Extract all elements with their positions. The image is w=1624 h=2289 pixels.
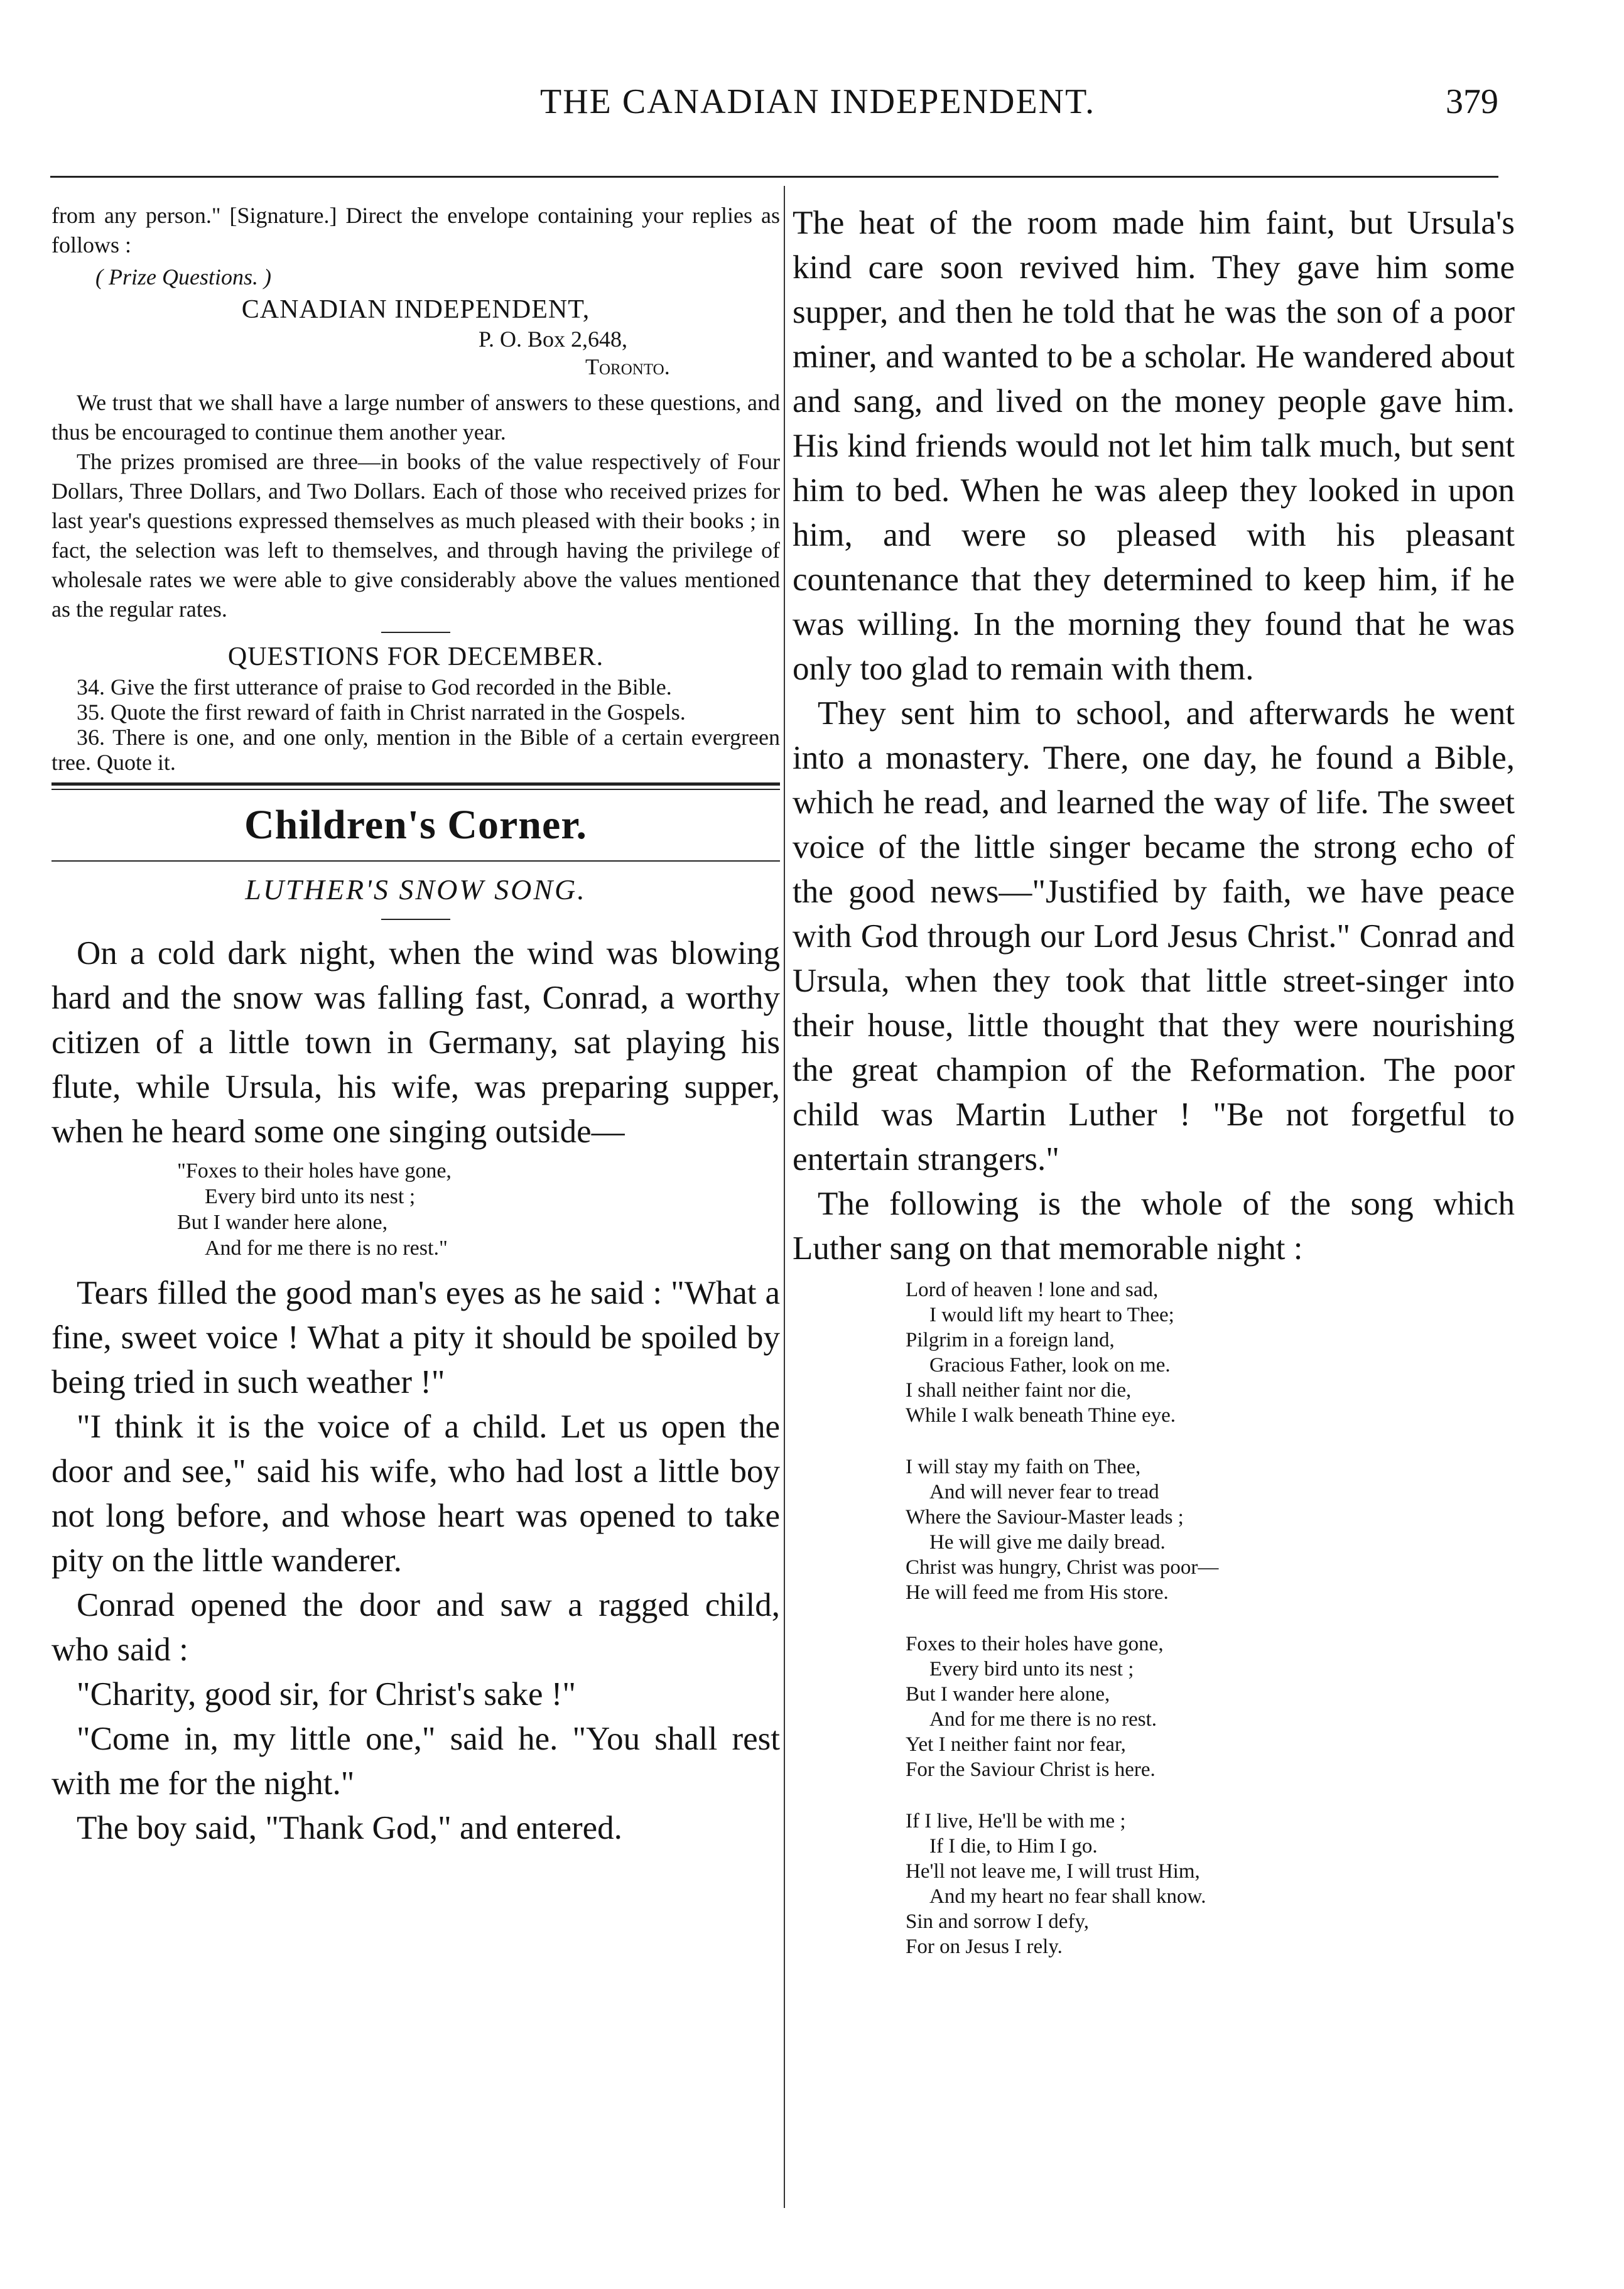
song-line: I shall neither faint nor die, bbox=[906, 1379, 1132, 1402]
song-stanza bbox=[906, 1632, 1515, 1782]
story-paragraph: The heat of the room made him faint, but Ursula's kind care soon revived him. They gave him some supper, and then he told that he was the son of a poor miner, and wanted to be a scholar. He wandered about and sang, and lived on the money people gave him. His kind friends would not let him talk much, but sent him to bed. When he was aleep they looked in upon him, and were so pleased with his pleasant countenance that they determined to keep him, if he was willing. In the morning they found that he was only too glad to remain with them. bbox=[793, 205, 1515, 687]
song-line: I would lift my heart to Thee; bbox=[929, 1304, 1174, 1326]
stanza-gap bbox=[906, 1428, 1515, 1454]
running-header bbox=[50, 74, 1498, 124]
story-body-continued bbox=[51, 1271, 780, 1851]
song-line: For the Saviour Christ is here. bbox=[906, 1758, 1156, 1781]
story-title: LUTHER'S SNOW SONG. bbox=[245, 874, 587, 906]
prize-paragraphs bbox=[51, 388, 780, 624]
verse-line: But I wander here alone, bbox=[177, 1211, 388, 1234]
question-item: 34. Give the first utterance of praise to God recorded in the Bible. bbox=[77, 674, 672, 700]
story-paragraph: "I think it is the voice of a child. Let us open the door and see," said his wife, who had lost a little boy not long before, and whose heart was opened to take pity on the little wanderer. bbox=[51, 1409, 780, 1579]
song-line: For on Jesus I rely. bbox=[906, 1935, 1063, 1958]
questions-heading: QUESTIONS FOR DECEMBER. bbox=[227, 642, 604, 671]
address-city: Toronto. bbox=[585, 354, 670, 379]
song-line: Christ was hungry, Christ was poor— bbox=[906, 1556, 1219, 1579]
song-line: He will feed me from His store. bbox=[906, 1581, 1169, 1604]
story-paragraph: Conrad opened the door and saw a ragged child, who said : bbox=[51, 1587, 780, 1668]
page-number: 379 bbox=[1446, 82, 1498, 121]
song-line: If I die, to Him I go. bbox=[929, 1835, 1098, 1858]
song-line: But I wander here alone, bbox=[906, 1683, 1110, 1706]
song-line: Pilgrim in a foreign land, bbox=[906, 1329, 1115, 1351]
song-line: While I walk beneath Thine eye. bbox=[906, 1404, 1176, 1427]
story-paragraph: On a cold dark night, when the wind was blowing hard and the snow was falling fast, Conrad, a worthy citizen of a little town in Germany, sat playing his flute, while Ursula, his wife, was preparing supper, when he heard some one singing outside— bbox=[51, 935, 780, 1150]
verse-line: And for me there is no rest." bbox=[205, 1236, 448, 1260]
story-paragraph: "Come in, my little one," said he. "You shall rest with me for the night." bbox=[51, 1721, 780, 1802]
story-paragraph: The following is the whole of the song which Luther sang on that memorable night : bbox=[793, 1186, 1515, 1267]
trust-paragraph: We trust that we shall have a large number of answers to these questions, and thus be encouraged to continue them another year. bbox=[51, 390, 780, 445]
song-line: Lord of heaven ! lone and sad, bbox=[906, 1279, 1159, 1301]
short-rule bbox=[381, 632, 450, 633]
story-continuation bbox=[793, 201, 1515, 1271]
story-paragraph: "Charity, good sir, for Christ's sake !" bbox=[77, 1676, 577, 1713]
thin-rule bbox=[51, 860, 780, 862]
song-line: Foxes to their holes have gone, bbox=[906, 1633, 1164, 1655]
song-stanza bbox=[906, 1454, 1515, 1605]
story-paragraph: They sent him to school, and afterwards he went into a monastery. There, one day, he found a Bible, which he read, and learned the way of life. The sweet voice of the little singer became the strong echo of the good news—"Justified by faith, we have peace with God through our Lord Jesus Christ." Conrad and Ursula, when they took that little street-singer into their house, little thought that they were nourishing the great champion of the Reformation. The poor child was Martin Luther ! "Be not forgetful to entertain strangers." bbox=[793, 695, 1515, 1177]
right-column bbox=[793, 201, 1515, 1959]
song-line: Gracious Father, look on me. bbox=[929, 1354, 1171, 1377]
song-line: Yet I neither faint nor fear, bbox=[906, 1733, 1126, 1756]
prize-notice bbox=[51, 201, 780, 260]
running-title: THE CANADIAN INDEPENDENT. bbox=[540, 82, 1096, 121]
address-box: P. O. Box 2,648, bbox=[479, 327, 628, 352]
short-rule bbox=[381, 919, 450, 920]
verse-line: Every bird unto its nest ; bbox=[205, 1185, 416, 1208]
prizes-paragraph: The prizes promised are three—in books of the value respectively of Four Dollars, Three Dollars, and Two Dollars. Each of those who received prizes for last year's questions expressed themselves as much pleased with their books ; in fact, the selection was left to themselves, and through having the privilege of wholesale rates we were able to give considerably above the values mentioned as the regular rates. bbox=[51, 449, 780, 622]
question-item: 35. Quote the first reward of faith in Christ narrated in the Gospels. bbox=[77, 700, 686, 725]
song-line: Where the Saviour-Master leads ; bbox=[906, 1506, 1184, 1529]
song-stanza bbox=[906, 1809, 1515, 1959]
stanza-gap bbox=[906, 1782, 1515, 1809]
left-column bbox=[51, 201, 780, 1851]
story-paragraph: The boy said, "Thank God," and entered. bbox=[77, 1810, 622, 1846]
song-line: I will stay my faith on Thee, bbox=[906, 1456, 1141, 1478]
header-rule bbox=[50, 176, 1498, 178]
song-line: He'll not leave me, I will trust Him, bbox=[906, 1860, 1200, 1883]
song-stanza bbox=[906, 1277, 1515, 1428]
section-rule bbox=[51, 782, 780, 790]
prize-label: ( Prize Questions. ) bbox=[95, 264, 271, 290]
corner-title: Children's Corner. bbox=[244, 802, 588, 848]
song-line: Sin and sorrow I defy, bbox=[906, 1910, 1090, 1933]
verse bbox=[177, 1158, 780, 1261]
stanza-gap bbox=[906, 1605, 1515, 1632]
song-line: He will give me daily bread. bbox=[929, 1531, 1166, 1554]
story-paragraph: Tears filled the good man's eyes as he said : "What a fine, sweet voice ! What a pity it should be spoiled by being tried in such weather !" bbox=[51, 1275, 780, 1400]
luther-song bbox=[906, 1277, 1515, 1959]
song-line: And my heart no fear shall know. bbox=[929, 1885, 1206, 1908]
intro-paragraph: from any person." [Signature.] Direct the envelope containing your replies as follows : bbox=[51, 203, 780, 257]
address-name: CANADIAN INDEPENDENT, bbox=[241, 295, 590, 324]
song-line: And for me there is no rest. bbox=[929, 1708, 1157, 1731]
song-line: If I live, He'll be with me ; bbox=[906, 1810, 1126, 1832]
song-line: And will never fear to tread bbox=[929, 1481, 1159, 1503]
story-body bbox=[51, 931, 780, 1154]
column-divider bbox=[784, 186, 785, 2208]
question-item: 36. There is one, and one only, mention in the Bible of a certain evergreen tree. Quote it. bbox=[51, 725, 780, 775]
song-line: Every bird unto its nest ; bbox=[929, 1658, 1134, 1680]
verse-line: "Foxes to their holes have gone, bbox=[177, 1159, 452, 1182]
